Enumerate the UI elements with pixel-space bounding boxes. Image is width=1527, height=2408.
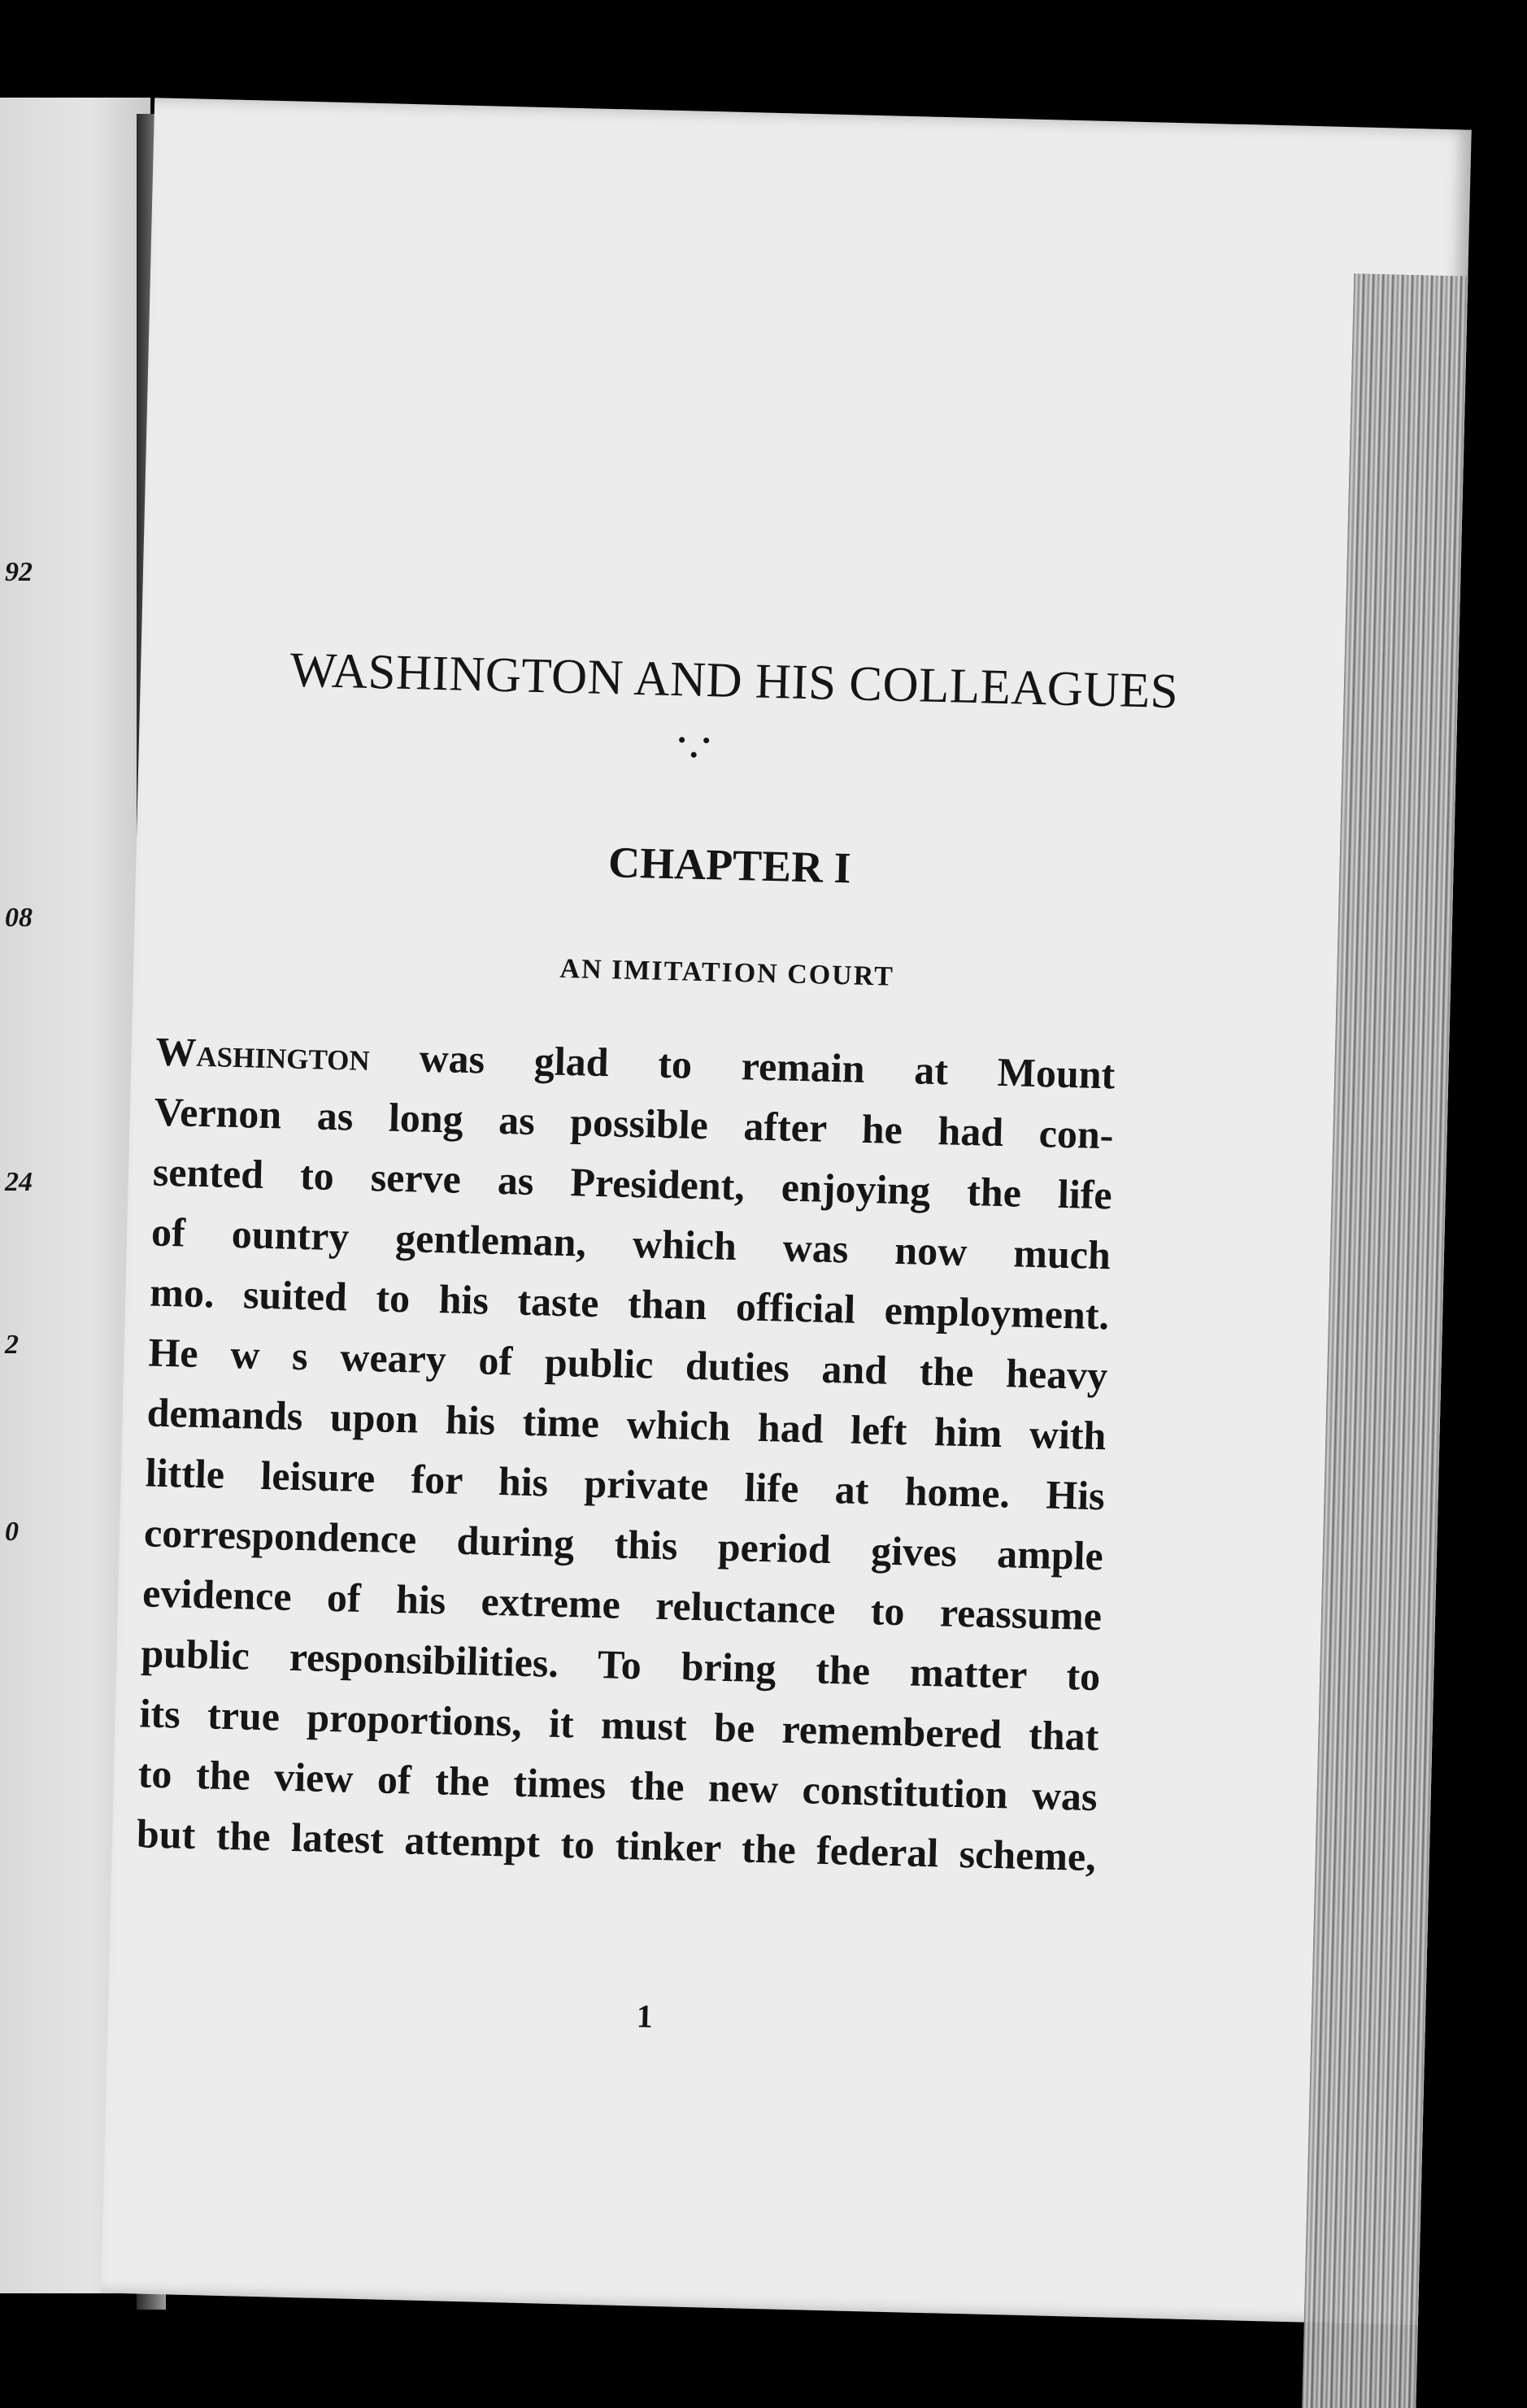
text-line: sented to serve as President, enjoying the life — [152, 1148, 1113, 1218]
ornament-dots — [675, 729, 724, 770]
text-line: to the view of the times the new constitution was — [137, 1750, 1098, 1820]
margin-number: 0 — [5, 1517, 19, 1547]
margin-number: 24 — [5, 1167, 33, 1197]
text-line: mo. suited to his taste than official employment. — [149, 1269, 1110, 1339]
text-line: Vernon as long as possible after he had con- — [154, 1088, 1115, 1158]
margin-number: 08 — [5, 903, 33, 933]
text-line: of ountry gentleman, which was now much — [150, 1208, 1112, 1278]
body-text — [136, 1021, 1116, 1888]
ornament-dot — [679, 737, 685, 742]
text-line: demands upon his time which had left him with — [146, 1389, 1107, 1459]
chapter-heading: CHAPTER I — [607, 838, 852, 893]
section-title: AN IMITATION COURT — [559, 953, 895, 992]
text-line: its true proportions, it must be remembered that — [139, 1690, 1100, 1760]
text-line-rest: was glad to remain at Mount — [369, 1034, 1116, 1098]
book-page — [101, 98, 1471, 2325]
ornament-dot — [703, 738, 709, 743]
running-title: WASHINGTON AND HIS COLLEAGUES — [289, 642, 1179, 720]
text-line: little leisure for his private life at home. His — [145, 1449, 1106, 1519]
ornament-dot — [691, 752, 697, 758]
text-line: correspondence during this period gives ample — [143, 1509, 1104, 1579]
page-number: 1 — [636, 1997, 654, 2035]
first-word: Washington — [154, 1028, 371, 1080]
text-line: evidence of his extreme reluctance to reassume — [141, 1570, 1103, 1639]
text-line: He w s weary of public duties and the heavy — [147, 1329, 1108, 1399]
text-line: public responsibilities. To bring the matter to — [140, 1630, 1101, 1700]
margin-number: 2 — [5, 1330, 19, 1360]
text-line: but the latest attempt to tinker the federal scheme, — [136, 1810, 1097, 1880]
page-fore-edge — [1300, 273, 1468, 2408]
margin-number: 92 — [5, 557, 33, 587]
